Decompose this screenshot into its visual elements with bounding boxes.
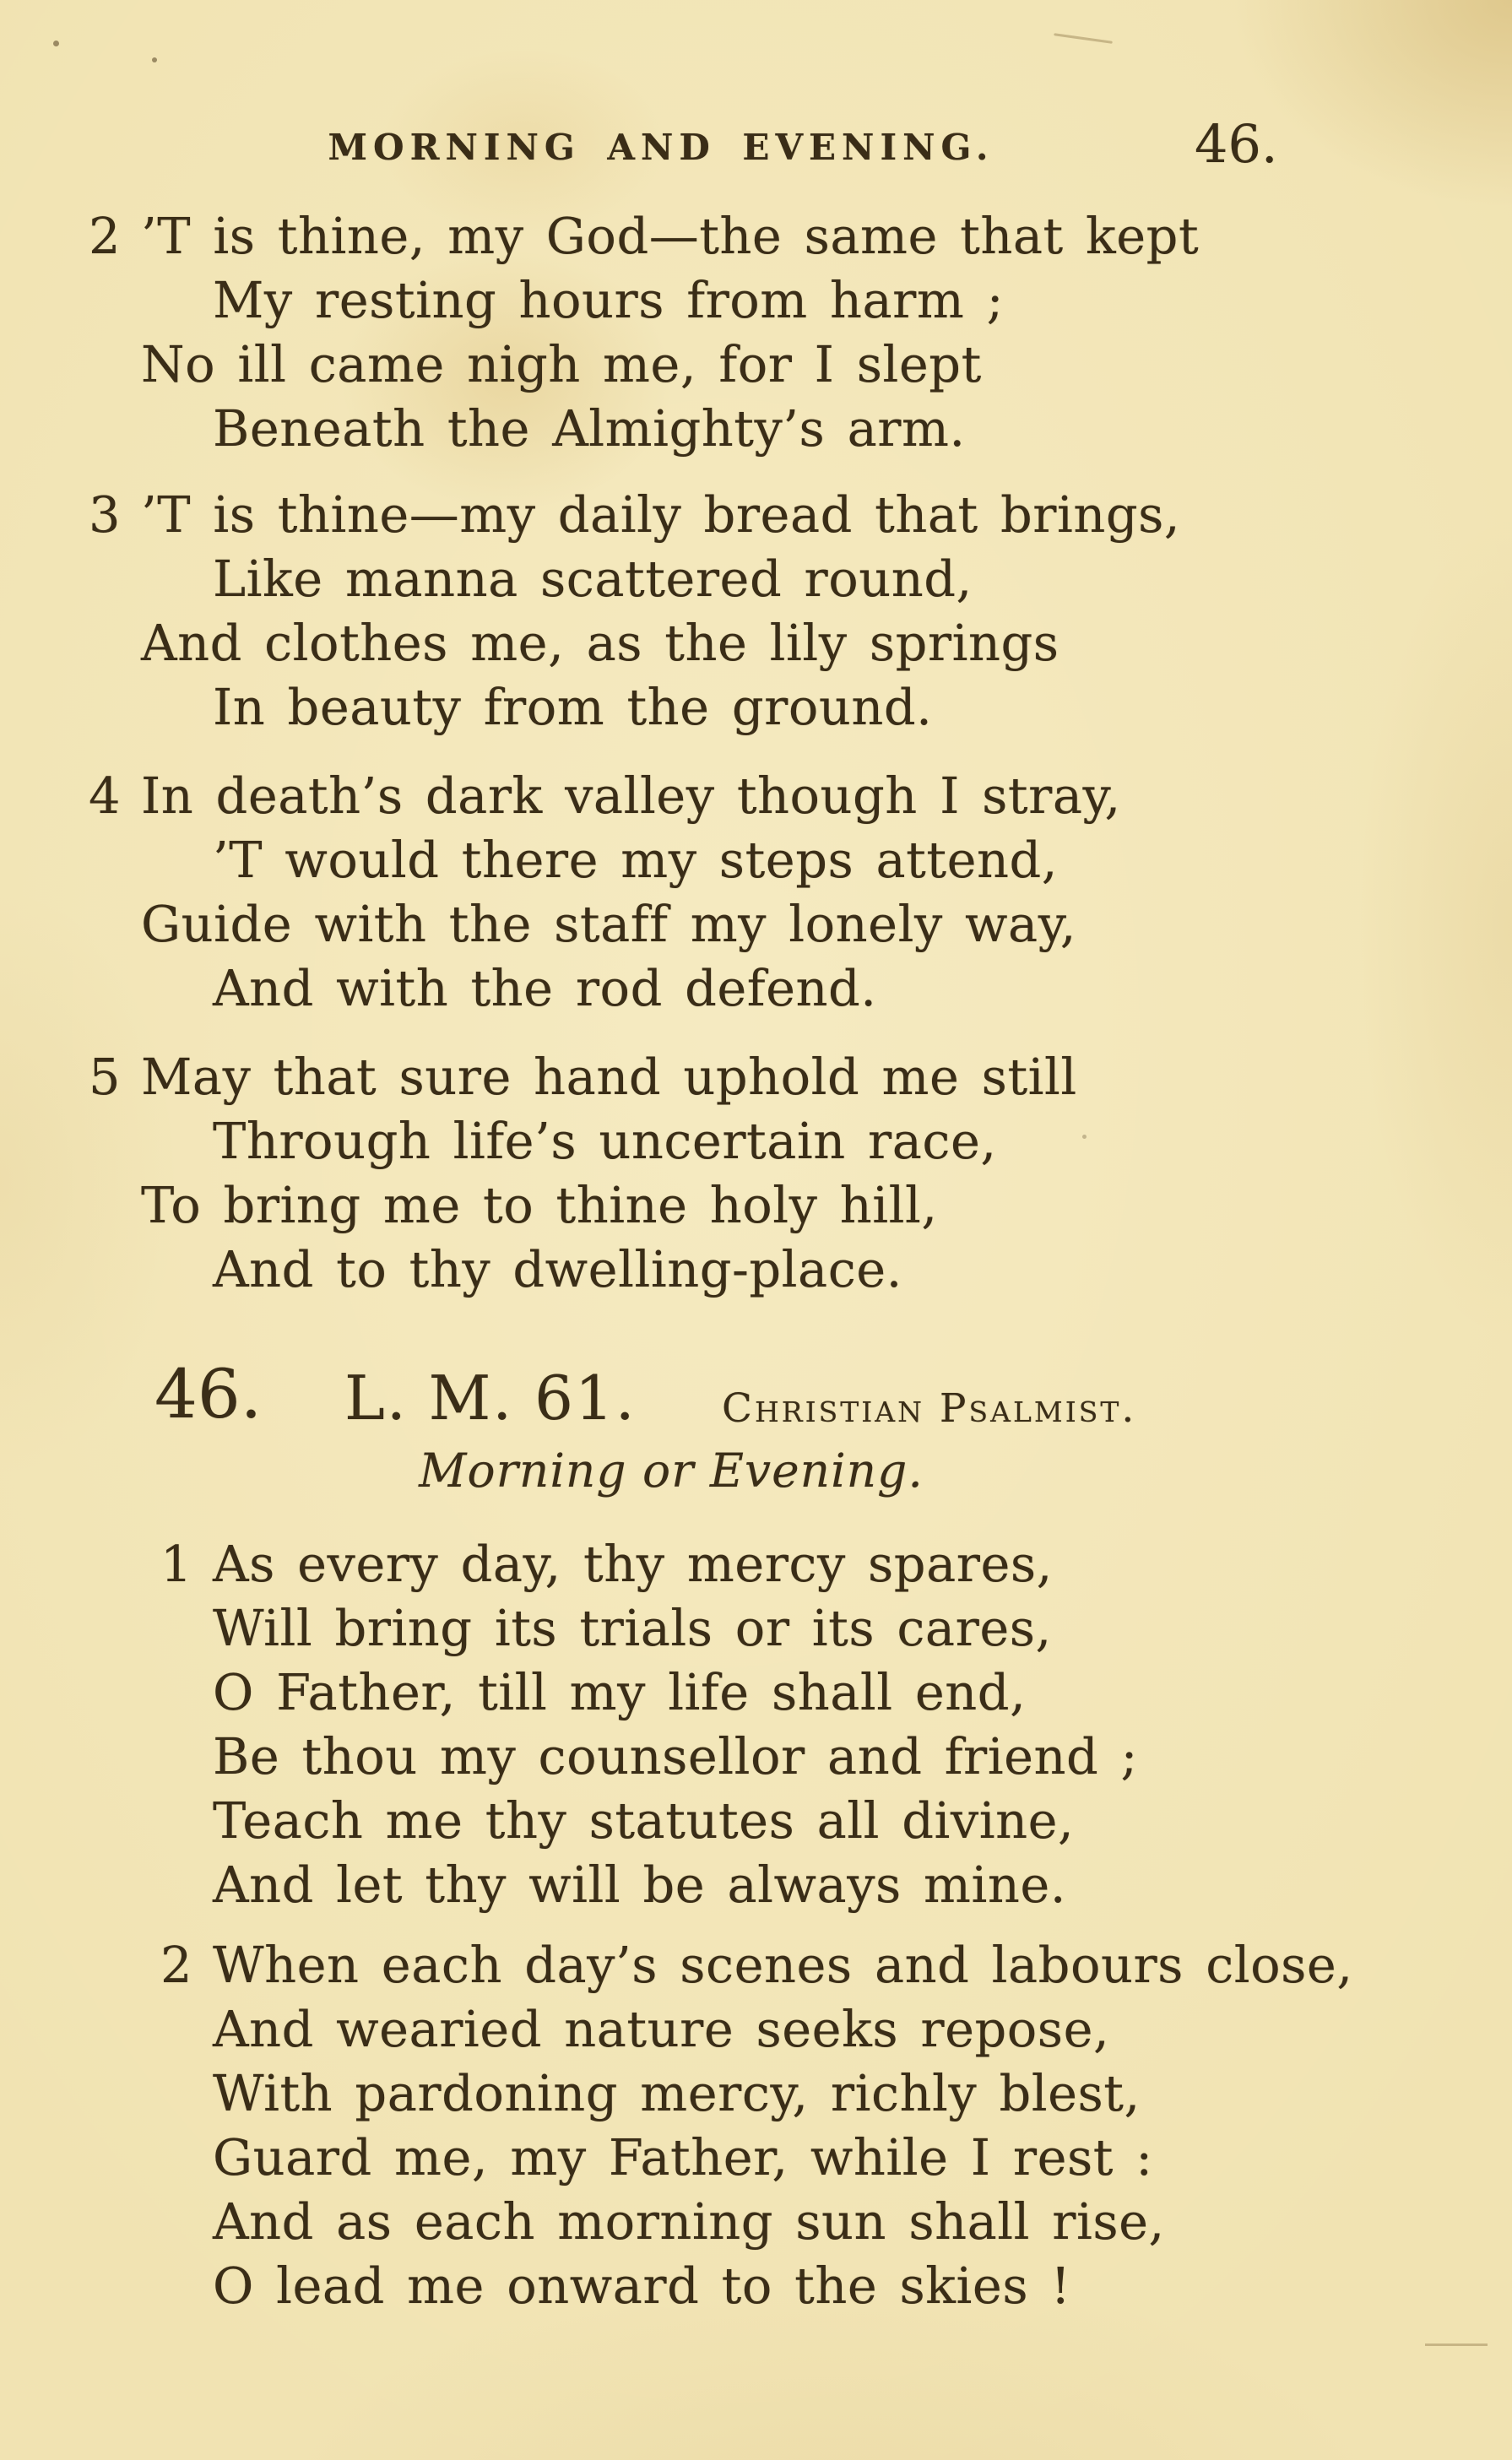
hymn-verse bbox=[89, 1045, 1077, 1302]
verse-line: No ill came nigh me, for I slept bbox=[141, 335, 982, 393]
paper-mark bbox=[1425, 2344, 1488, 2346]
verse-line: And let thy will be always mine. bbox=[213, 1856, 1067, 1914]
verse-line-text: ’T is thine, my God—the same that kept bbox=[141, 207, 1200, 265]
verse-line-text: ’T is thine—my daily bread that brings, bbox=[141, 485, 1181, 544]
verse-line bbox=[89, 483, 1181, 547]
verse-number: 2 bbox=[89, 207, 122, 265]
verse-line: In beauty from the ground. bbox=[213, 678, 933, 736]
verse-line-text: In death’s dark valley though I stray, bbox=[141, 767, 1121, 825]
verse-line: And with the rod defend. bbox=[213, 959, 877, 1017]
running-title: MORNING AND EVENING. bbox=[328, 127, 994, 168]
verse-line: Through life’s uncertain race, bbox=[213, 1112, 997, 1170]
verse-line: O Father, till my life shall end, bbox=[213, 1663, 1027, 1721]
hymn-verse bbox=[89, 764, 1121, 1021]
verse-line bbox=[89, 764, 1121, 828]
verse-line: Guard me, my Father, while I rest : bbox=[213, 2128, 1153, 2186]
paper-speck bbox=[1082, 1135, 1087, 1139]
hymn-verse bbox=[160, 1933, 1353, 2318]
hymn-verse bbox=[89, 483, 1181, 740]
verse-line bbox=[160, 1933, 1353, 1997]
verse-line bbox=[160, 1532, 1138, 1596]
page-number: 46. bbox=[1195, 113, 1278, 175]
verse-line: With pardoning mercy, richly blest, bbox=[213, 2064, 1141, 2122]
hymn-meter: L. M. 61. bbox=[344, 1363, 637, 1433]
hymn-verse bbox=[89, 204, 1200, 461]
verse-line: Will bring its trials or its cares, bbox=[213, 1599, 1052, 1657]
verse-line: Teach me thy statutes all divine, bbox=[213, 1791, 1075, 1850]
verse-line-text: May that sure hand uphold me still bbox=[141, 1048, 1077, 1106]
verse-line-text: As every day, thy mercy spares, bbox=[213, 1535, 1053, 1593]
verse-line bbox=[89, 204, 1200, 268]
paper-speck bbox=[152, 57, 157, 62]
hymn-number: 46. bbox=[154, 1355, 263, 1433]
verse-line: And to thy dwelling-place. bbox=[213, 1240, 902, 1298]
verse-line: ’T would there my steps attend, bbox=[213, 831, 1059, 889]
verse-line: And wearied nature seeks repose, bbox=[213, 2000, 1110, 2058]
verse-line: Beneath the Almighty’s arm. bbox=[213, 399, 966, 458]
hymn-verse bbox=[160, 1532, 1138, 1917]
verse-line: Guide with the staff my lonely way, bbox=[141, 895, 1076, 953]
verse-line-text: When each day’s scenes and labours close, bbox=[213, 1936, 1353, 1994]
verse-number: 2 bbox=[160, 1936, 193, 1994]
paper-crease bbox=[1054, 33, 1113, 44]
paper-speck bbox=[53, 41, 59, 46]
verse-line: My resting hours from harm ; bbox=[213, 271, 1004, 329]
verse-number: 4 bbox=[89, 767, 122, 825]
verse-line bbox=[89, 1045, 1077, 1109]
verse-number: 3 bbox=[89, 485, 122, 544]
verse-line: O lead me onward to the skies ! bbox=[213, 2257, 1071, 2315]
verse-line: Like manna scattered round, bbox=[213, 550, 973, 608]
verse-line: And as each morning sun shall rise, bbox=[213, 2192, 1165, 2251]
verse-line: Be thou my counsellor and friend ; bbox=[213, 1727, 1138, 1785]
verse-number: 1 bbox=[160, 1535, 193, 1593]
verse-line: To bring me to thine holy hill, bbox=[141, 1176, 938, 1234]
verse-number: 5 bbox=[89, 1048, 122, 1106]
hymn-subtitle: Morning or Evening. bbox=[419, 1444, 924, 1498]
verse-line: And clothes me, as the lily springs bbox=[141, 614, 1059, 672]
hymn-attribution: Christian Psalmist. bbox=[722, 1385, 1137, 1432]
